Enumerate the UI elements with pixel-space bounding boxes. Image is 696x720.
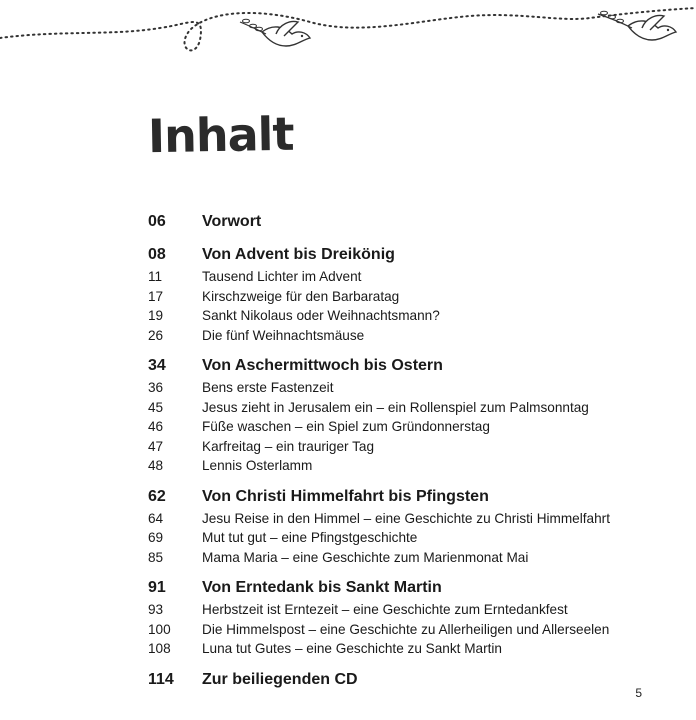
- dotted-swirl-line: [0, 8, 696, 50]
- toc-entry: [148, 437, 648, 457]
- toc-page-number: 36: [148, 380, 164, 395]
- page-title: Inhalt: [147, 106, 294, 164]
- toc-page-number: 91: [148, 579, 166, 596]
- toc-page-number: 08: [148, 246, 166, 263]
- toc-entry: [148, 528, 648, 548]
- toc-page-number: 69: [148, 530, 164, 545]
- toc-entry-title: Bens erste Fastenzeit: [202, 380, 334, 395]
- toc-entry: [148, 267, 648, 287]
- toc-section: [148, 485, 648, 568]
- toc-entry-title: Herbstzeit ist Erntezeit – eine Geschichte zum Erntedankfest: [202, 602, 568, 617]
- toc-page-number: 47: [148, 438, 164, 454]
- toc-page-number: 100: [148, 621, 171, 637]
- toc-page-number: 48: [148, 458, 164, 473]
- toc-section: [148, 668, 648, 692]
- toc-section: [148, 576, 648, 659]
- toc-section-title: Von Christi Himmelfahrt bis Pfingsten: [202, 487, 489, 505]
- toc-page-number: 108: [148, 641, 171, 656]
- toc-page-number: 17: [148, 288, 164, 304]
- toc-entry-title: Luna tut Gutes – eine Geschichte zu Sankt Martin: [202, 641, 502, 656]
- toc-page-number: 19: [148, 308, 164, 323]
- toc-entry-title: Die Himmelspost – eine Geschichte zu Allerheiligen und Allerseelen: [202, 621, 610, 637]
- toc-entry: [148, 600, 648, 620]
- toc-page-number: 45: [148, 399, 164, 415]
- toc-page-number: 114: [148, 670, 174, 688]
- toc-section-heading: [148, 668, 648, 692]
- toc-page-number: 93: [148, 602, 164, 617]
- toc-section-title: Von Advent bis Dreikönig: [202, 246, 395, 263]
- toc-entry: [148, 287, 648, 307]
- toc-section-heading: [148, 243, 648, 267]
- toc-section-heading: [148, 210, 648, 234]
- toc-entry-title: Karfreitag – ein trauriger Tag: [202, 438, 375, 454]
- toc-section-title: Zur beiliegenden CD: [202, 670, 358, 688]
- table-of-contents: [148, 210, 648, 701]
- toc-entry: [148, 548, 648, 568]
- toc-section-heading: [148, 576, 648, 600]
- toc-section-title: Von Erntedank bis Sankt Martin: [202, 579, 442, 596]
- toc-entry-title: Füße waschen – ein Spiel zum Gründonnerstag: [202, 419, 490, 434]
- toc-page-number: 26: [148, 327, 164, 343]
- toc-page-number: 64: [148, 510, 164, 526]
- toc-section: [148, 354, 648, 476]
- toc-page-number: 34: [148, 357, 166, 374]
- toc-section-title: Von Aschermittwoch bis Ostern: [202, 357, 443, 374]
- toc-entry: [148, 620, 648, 640]
- toc-entry: [148, 326, 648, 346]
- toc-entry-title: Jesu Reise in den Himmel – eine Geschichte zu Christi Himmelfahrt: [202, 510, 610, 526]
- toc-entry-title: Mama Maria – eine Geschichte zum Marienmonat Mai: [202, 549, 529, 565]
- toc-section-heading: [148, 354, 648, 378]
- toc-section: [148, 210, 648, 234]
- toc-entry-title: Sankt Nikolaus oder Weihnachtsmann?: [202, 308, 440, 323]
- toc-entry-title: Die fünf Weihnachtsmäuse: [202, 327, 365, 343]
- toc-section: [148, 243, 648, 345]
- toc-entry-title: Mut tut gut – eine Pfingstgeschichte: [202, 530, 418, 545]
- toc-page-number: 62: [148, 487, 166, 505]
- toc-entry: [148, 456, 648, 476]
- toc-entry: [148, 398, 648, 418]
- toc-page-number: 11: [148, 269, 163, 284]
- dove-icon: [598, 11, 676, 40]
- toc-section-title: Vorwort: [202, 213, 262, 230]
- dove-icon: [240, 19, 310, 46]
- header-decoration: [0, 0, 696, 70]
- toc-page-number: 46: [148, 419, 164, 434]
- toc-entry: [148, 378, 648, 398]
- toc-entry-title: Kirschzweige für den Barbaratag: [202, 288, 400, 304]
- toc-page-number: 85: [148, 549, 164, 565]
- toc-page-number: 06: [148, 213, 166, 230]
- toc-section-heading: [148, 485, 648, 509]
- toc-entry-title: Lennis Osterlamm: [202, 458, 313, 473]
- toc-entry: [148, 639, 648, 659]
- toc-entry-title: Jesus zieht in Jerusalem ein – ein Rollenspiel zum Palmsonntag: [202, 399, 589, 415]
- page-number: 5: [635, 686, 642, 700]
- toc-entry: [148, 306, 648, 326]
- toc-entry-title: Tausend Lichter im Advent: [202, 269, 362, 284]
- toc-entry: [148, 417, 648, 437]
- toc-entry: [148, 509, 648, 529]
